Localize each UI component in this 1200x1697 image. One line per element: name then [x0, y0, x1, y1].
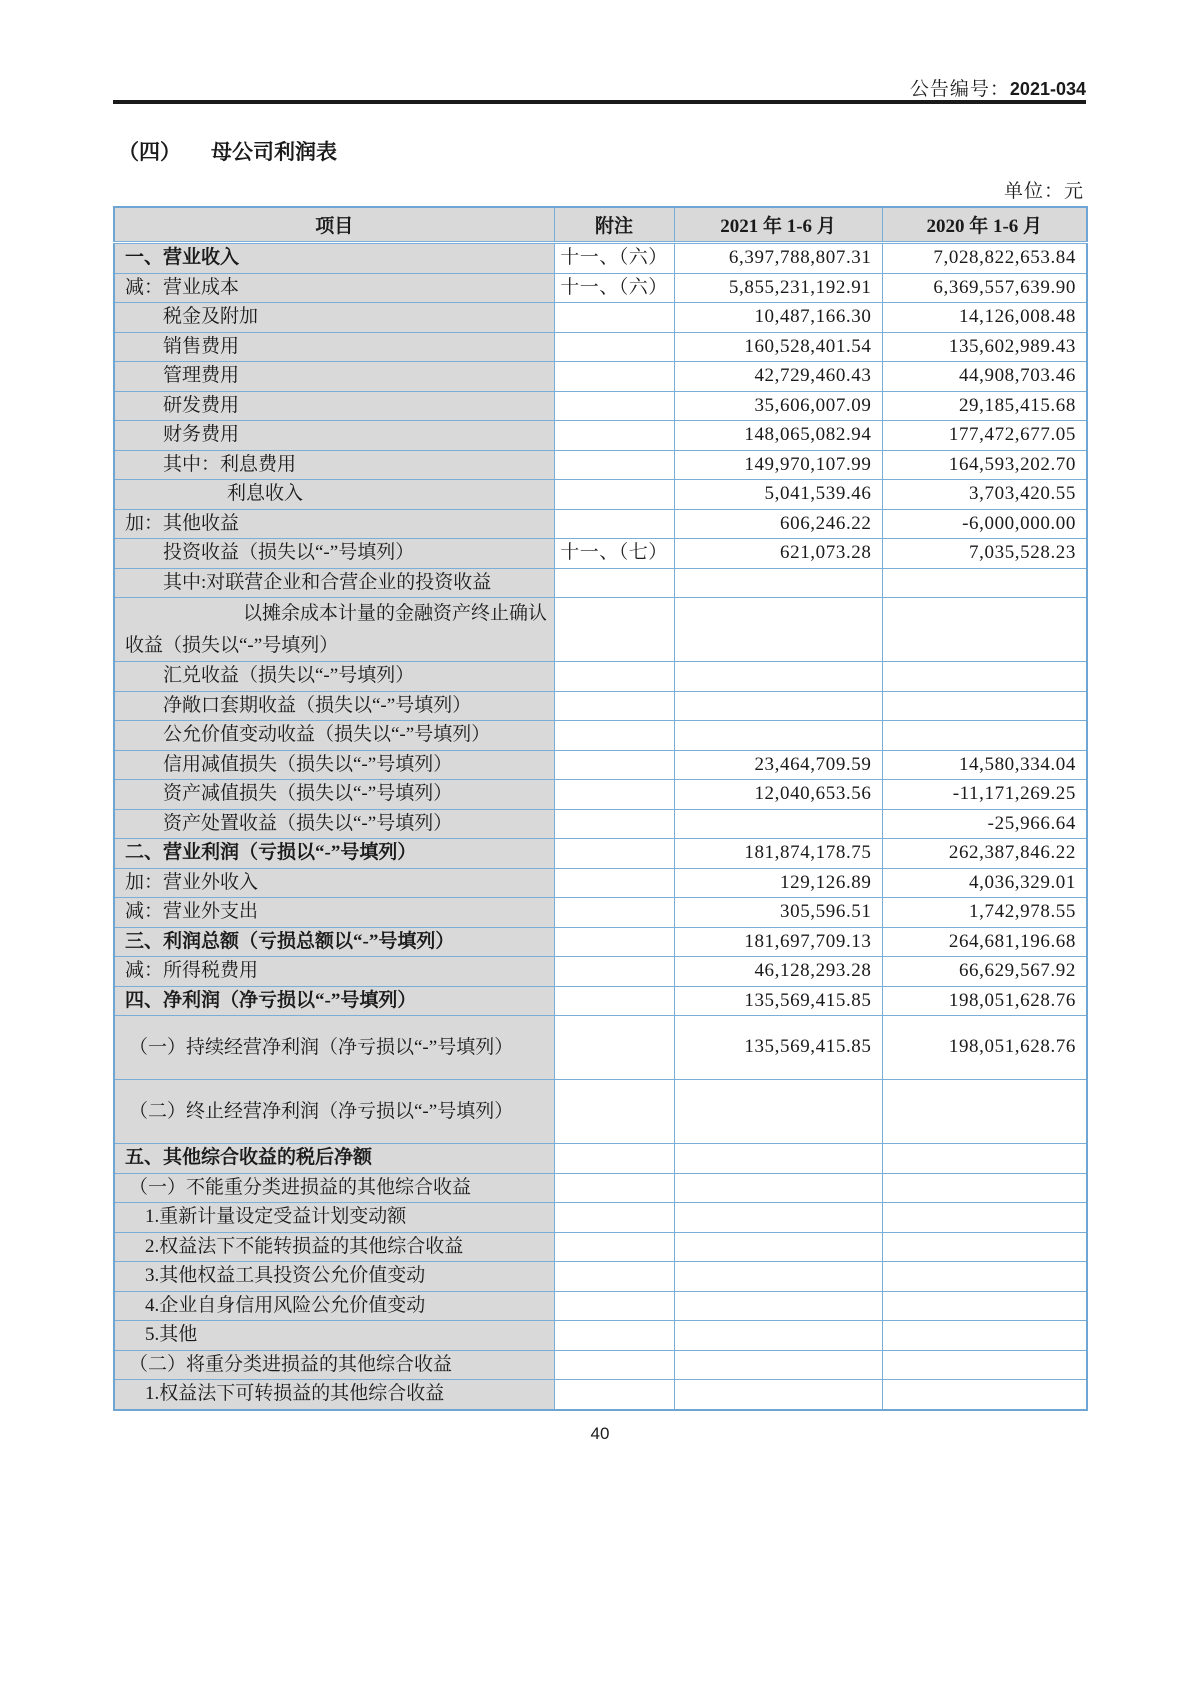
value-2020-cell [882, 1380, 1087, 1410]
value-2021-cell [674, 1144, 882, 1174]
item-cell: （一）持续经营净利润（净亏损以“-”号填列） [114, 1016, 554, 1080]
table-row [114, 691, 1087, 721]
table-row [114, 1016, 1087, 1080]
note-cell [554, 568, 674, 598]
note-cell [554, 1173, 674, 1203]
item-cell: 五、其他综合收益的税后净额 [114, 1144, 554, 1174]
value-2021-cell [674, 1203, 882, 1233]
item-cell: 二、营业利润（亏损以“-”号填列） [114, 839, 554, 869]
table-header-row [114, 207, 1087, 243]
item-cell: 汇兑收益（损失以“-”号填列） [114, 662, 554, 692]
table-row [114, 1262, 1087, 1292]
item-cell: 信用减值损失（损失以“-”号填列） [114, 750, 554, 780]
value-2021-cell [674, 598, 882, 662]
note-cell [554, 509, 674, 539]
item-cell: 3.其他权益工具投资公允价值变动 [114, 1262, 554, 1292]
item-cell: （二）将重分类进损益的其他综合收益 [114, 1350, 554, 1380]
value-2020-cell: 1,742,978.55 [882, 898, 1087, 928]
note-cell [554, 303, 674, 333]
item-cell: 研发费用 [114, 391, 554, 421]
note-cell [554, 1080, 674, 1144]
value-2021-cell: 621,073.28 [674, 539, 882, 569]
note-cell [554, 1144, 674, 1174]
table-row [114, 1350, 1087, 1380]
item-cell: 减：所得税费用 [114, 957, 554, 987]
table-row [114, 1173, 1087, 1203]
value-2020-cell [882, 598, 1087, 662]
column-header-item: 项目 [114, 207, 554, 243]
item-cell: 2.权益法下不能转损益的其他综合收益 [114, 1232, 554, 1262]
value-2021-cell [674, 1173, 882, 1203]
note-cell [554, 598, 674, 662]
note-cell [554, 391, 674, 421]
note-cell [554, 480, 674, 510]
value-2020-cell: 7,028,822,653.84 [882, 243, 1087, 274]
table-row [114, 809, 1087, 839]
note-cell [554, 332, 674, 362]
value-2021-cell: 5,855,231,192.91 [674, 273, 882, 303]
value-2021-cell: 160,528,401.54 [674, 332, 882, 362]
item-cell: 财务费用 [114, 421, 554, 451]
value-2020-cell: 198,051,628.76 [882, 986, 1087, 1016]
value-2020-cell [882, 568, 1087, 598]
item-cell: 资产处置收益（损失以“-”号填列） [114, 809, 554, 839]
table-row [114, 780, 1087, 810]
table-row [114, 750, 1087, 780]
item-cell: 税金及附加 [114, 303, 554, 333]
table-row [114, 303, 1087, 333]
item-cell: 1.重新计量设定受益计划变动额 [114, 1203, 554, 1233]
announcement-number-value: 2021-034 [1009, 79, 1086, 99]
value-2021-cell [674, 691, 882, 721]
table-row [114, 1321, 1087, 1351]
table-row [114, 898, 1087, 928]
announcement-number [910, 74, 1086, 101]
value-2020-cell [882, 1321, 1087, 1351]
value-2021-cell: 606,246.22 [674, 509, 882, 539]
table-row [114, 450, 1087, 480]
value-2020-cell [882, 1144, 1087, 1174]
note-cell [554, 1350, 674, 1380]
note-cell [554, 450, 674, 480]
value-2021-cell [674, 1080, 882, 1144]
note-cell [554, 662, 674, 692]
table-row [114, 332, 1087, 362]
table-row [114, 391, 1087, 421]
value-2021-cell [674, 1232, 882, 1262]
item-cell: 三、利润总额（亏损总额以“-”号填列） [114, 927, 554, 957]
item-cell: 一、营业收入 [114, 243, 554, 274]
value-2021-cell [674, 1291, 882, 1321]
value-2020-cell [882, 1291, 1087, 1321]
value-2021-cell: 35,606,007.09 [674, 391, 882, 421]
value-2021-cell [674, 1350, 882, 1380]
value-2021-cell [674, 1321, 882, 1351]
unit-label: 单位：元 [1003, 181, 1084, 202]
value-2020-cell: 262,387,846.22 [882, 839, 1087, 869]
note-cell: 十一、（六） [554, 243, 674, 274]
note-cell [554, 1016, 674, 1080]
value-2021-cell [674, 809, 882, 839]
value-2020-cell: 164,593,202.70 [882, 450, 1087, 480]
value-2020-cell: 4,036,329.01 [882, 868, 1087, 898]
note-cell [554, 898, 674, 928]
value-2021-cell [674, 662, 882, 692]
value-2021-cell: 149,970,107.99 [674, 450, 882, 480]
value-2021-cell: 42,729,460.43 [674, 362, 882, 392]
note-cell [554, 1262, 674, 1292]
note-cell [554, 868, 674, 898]
table-row [114, 927, 1087, 957]
table-row [114, 957, 1087, 987]
note-cell [554, 957, 674, 987]
item-cell: 4.企业自身信用风险公允价值变动 [114, 1291, 554, 1321]
note-cell [554, 1291, 674, 1321]
note-cell: 十一、（七） [554, 539, 674, 569]
item-cell: 以摊余成本计量的金融资产终止确认收益（损失以“-”号填列） [114, 598, 554, 662]
table-row [114, 568, 1087, 598]
table-row [114, 243, 1087, 274]
item-cell: 其中：利息费用 [114, 450, 554, 480]
value-2020-cell: 135,602,989.43 [882, 332, 1087, 362]
value-2021-cell: 135,569,415.85 [674, 1016, 882, 1080]
table-row [114, 1203, 1087, 1233]
item-cell: 投资收益（损失以“-”号填列） [114, 539, 554, 569]
value-2020-cell: 198,051,628.76 [882, 1016, 1087, 1080]
value-2020-cell: 7,035,528.23 [882, 539, 1087, 569]
header-rule [113, 100, 1086, 104]
value-2021-cell: 5,041,539.46 [674, 480, 882, 510]
section-heading [118, 136, 337, 166]
value-2020-cell: 6,369,557,639.90 [882, 273, 1087, 303]
value-2020-cell: 66,629,567.92 [882, 957, 1087, 987]
table-row [114, 1232, 1087, 1262]
value-2021-cell: 46,128,293.28 [674, 957, 882, 987]
item-cell: 公允价值变动收益（损失以“-”号填列） [114, 721, 554, 751]
table-row [114, 480, 1087, 510]
note-cell [554, 1203, 674, 1233]
note-cell [554, 986, 674, 1016]
table-row [114, 598, 1087, 662]
item-cell: 加：营业外收入 [114, 868, 554, 898]
item-cell: 1.权益法下可转损益的其他综合收益 [114, 1380, 554, 1410]
value-2021-cell [674, 568, 882, 598]
item-cell: 管理费用 [114, 362, 554, 392]
table-row [114, 1144, 1087, 1174]
value-2020-cell: 44,908,703.46 [882, 362, 1087, 392]
item-cell: 减：营业成本 [114, 273, 554, 303]
table-row [114, 362, 1087, 392]
value-2020-cell: 264,681,196.68 [882, 927, 1087, 957]
note-cell: 十一、（六） [554, 273, 674, 303]
item-cell: （二）终止经营净利润（净亏损以“-”号填列） [114, 1080, 554, 1144]
table-body [114, 243, 1087, 1410]
value-2021-cell [674, 1380, 882, 1410]
value-2020-cell: 177,472,677.05 [882, 421, 1087, 451]
note-cell [554, 1321, 674, 1351]
value-2020-cell [882, 1350, 1087, 1380]
column-header-2021: 2021 年 1-6 月 [674, 207, 882, 243]
note-cell [554, 1232, 674, 1262]
item-cell: （一）不能重分类进损益的其他综合收益 [114, 1173, 554, 1203]
value-2020-cell: 29,185,415.68 [882, 391, 1087, 421]
table-row [114, 539, 1087, 569]
section-number: （四） [118, 140, 181, 164]
note-cell [554, 839, 674, 869]
value-2021-cell: 148,065,082.94 [674, 421, 882, 451]
value-2020-cell: -11,171,269.25 [882, 780, 1087, 810]
value-2020-cell [882, 691, 1087, 721]
value-2020-cell [882, 1232, 1087, 1262]
note-cell [554, 721, 674, 751]
table-row [114, 662, 1087, 692]
note-cell [554, 750, 674, 780]
column-header-2020: 2020 年 1-6 月 [882, 207, 1087, 243]
value-2021-cell [674, 1262, 882, 1292]
value-2021-cell: 181,874,178.75 [674, 839, 882, 869]
table-row [114, 868, 1087, 898]
value-2021-cell: 129,126.89 [674, 868, 882, 898]
table-row [114, 721, 1087, 751]
value-2020-cell [882, 662, 1087, 692]
column-header-note: 附注 [554, 207, 674, 243]
table-row [114, 421, 1087, 451]
value-2021-cell: 305,596.51 [674, 898, 882, 928]
value-2020-cell [882, 1262, 1087, 1292]
value-2021-cell: 6,397,788,807.31 [674, 243, 882, 274]
table-row [114, 1291, 1087, 1321]
note-cell [554, 809, 674, 839]
note-cell [554, 362, 674, 392]
value-2020-cell [882, 721, 1087, 751]
note-cell [554, 691, 674, 721]
table-row [114, 839, 1087, 869]
value-2021-cell: 181,697,709.13 [674, 927, 882, 957]
item-cell: 加：其他收益 [114, 509, 554, 539]
value-2021-cell: 12,040,653.56 [674, 780, 882, 810]
value-2021-cell: 23,464,709.59 [674, 750, 882, 780]
income-statement-table [113, 206, 1088, 1411]
value-2021-cell: 10,487,166.30 [674, 303, 882, 333]
value-2020-cell: -6,000,000.00 [882, 509, 1087, 539]
note-cell [554, 421, 674, 451]
note-cell [554, 1380, 674, 1410]
table-row [114, 1080, 1087, 1144]
item-cell: 净敞口套期收益（损失以“-”号填列） [114, 691, 554, 721]
value-2020-cell [882, 1080, 1087, 1144]
page-number: 40 [590, 1424, 610, 1443]
item-cell: 四、净利润（净亏损以“-”号填列） [114, 986, 554, 1016]
note-cell [554, 780, 674, 810]
item-cell: 其中:对联营企业和合营企业的投资收益 [114, 568, 554, 598]
value-2021-cell: 135,569,415.85 [674, 986, 882, 1016]
item-cell: 5.其他 [114, 1321, 554, 1351]
item-cell: 资产减值损失（损失以“-”号填列） [114, 780, 554, 810]
item-cell: 销售费用 [114, 332, 554, 362]
value-2020-cell: 14,580,334.04 [882, 750, 1087, 780]
value-2020-cell: 3,703,420.55 [882, 480, 1087, 510]
item-cell: 利息收入 [114, 480, 554, 510]
table-row [114, 509, 1087, 539]
table-row [114, 273, 1087, 303]
item-cell: 减：营业外支出 [114, 898, 554, 928]
announcement-number-label: 公告编号： [909, 79, 1010, 100]
table-row [114, 986, 1087, 1016]
value-2021-cell [674, 721, 882, 751]
value-2020-cell [882, 1203, 1087, 1233]
value-2020-cell [882, 1173, 1087, 1203]
value-2020-cell: -25,966.64 [882, 809, 1087, 839]
table-row [114, 1380, 1087, 1410]
note-cell [554, 927, 674, 957]
section-title: 母公司利润表 [211, 140, 337, 164]
value-2020-cell: 14,126,008.48 [882, 303, 1087, 333]
